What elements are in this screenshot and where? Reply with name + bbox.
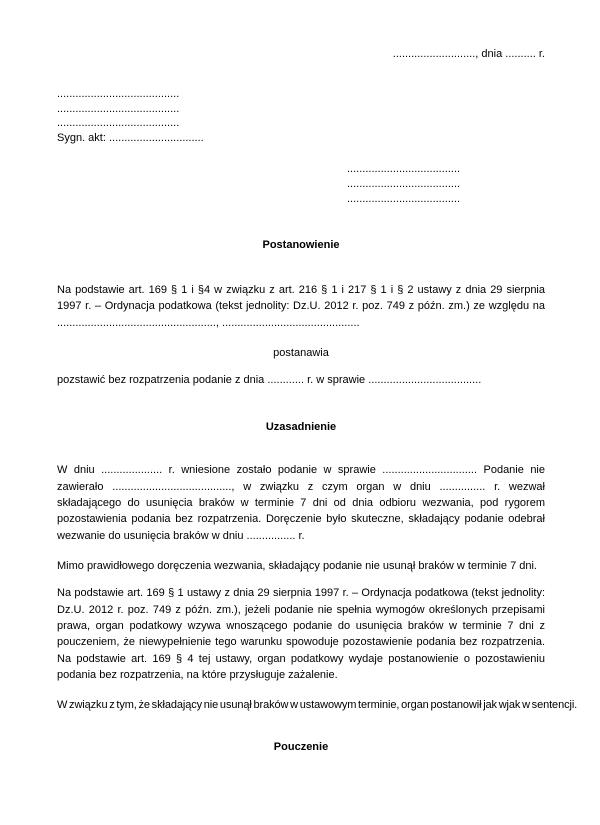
recipient-line: .....................................	[347, 178, 461, 190]
document-title: Postanowienie	[262, 239, 340, 251]
legal-basis-paragraph: Na podstawie art. 169 § 1 i §4 w związku z art. 216 § 1 i 217 § 1 i § 2 ustawy z dnia 29 sierpnia 1997 r. – Ordynacja podatkowa (tekst jednolity: Dz.U. 2012 r. poz. 749 z późn. zm.) ze względu na ...................................................., .............................................	[57, 284, 545, 329]
recipient-block	[347, 162, 545, 207]
case-number-line: Sygn. akt: ...............................	[57, 131, 204, 144]
conclusion-paragraph: W związku z tym, że składający nie usunął braków w ustawowym terminie, organ postanowił jak wjak w sentencji.	[57, 698, 578, 711]
sender-line: ........................................	[57, 117, 180, 129]
sender-block	[57, 87, 545, 145]
justification-heading: Uzasadnienie	[265, 421, 337, 434]
decides-word: postanawia	[273, 347, 329, 360]
delivery-paragraph: Mimo prawidłowego doręczenia wezwania, składający podanie nie usunął braków w terminie 7 dni.	[57, 560, 537, 573]
sender-line: ........................................	[57, 102, 180, 115]
sender-line: ........................................	[57, 88, 180, 100]
instruction-heading: Pouczenie	[273, 740, 329, 753]
decision-paragraph: pozstawić bez rozpatrzenia podanie z dnia ............ r. w sprawie .....................................	[57, 374, 482, 387]
date-line: ..........................., dnia .......... r.	[392, 48, 545, 60]
facts-paragraph: W dniu .................... r. wniesione zostało podanie w sprawie ............................... Podanie nie zawierało ......................................., w związku z czym organ w dniu ............... r. wezwał składającego do usunięcia braków w terminie 7 dni od dnia odbioru wezwania, pod rygorem pozostawienia podania bez rozpatrzenia. Doręczenie było skuteczne, składający podanie odebrał wezwanie do usunięcia braków w dniu ................ r.	[57, 464, 545, 542]
recipient-line: .....................................	[347, 163, 461, 175]
explanation-paragraph: Na podstawie art. 169 § 1 ustawy z dnia 29 sierpnia 1997 r. – Ordynacja podatkowa (tekst jednolity: Dz.U. 2012 r. poz. 749 z późn. zm.), jeżeli podanie nie spełnia wymogów określonych przepisami prawa, organ podatkowy wzywa wnoszącego podanie do usunięcia braków w terminie 7 dni z pouczeniem, że niewypełnienie tego warunku spowoduje pozostawienie podania bez rozpatrzenia. Na podstawie art. 169 § 4 tej ustawy, organ podatkowy wydaje postanowienie o pozostawieniu podania bez rozpatrzenia, na które przysługuje zażalenie.	[57, 587, 545, 682]
recipient-line: .....................................	[347, 193, 461, 205]
